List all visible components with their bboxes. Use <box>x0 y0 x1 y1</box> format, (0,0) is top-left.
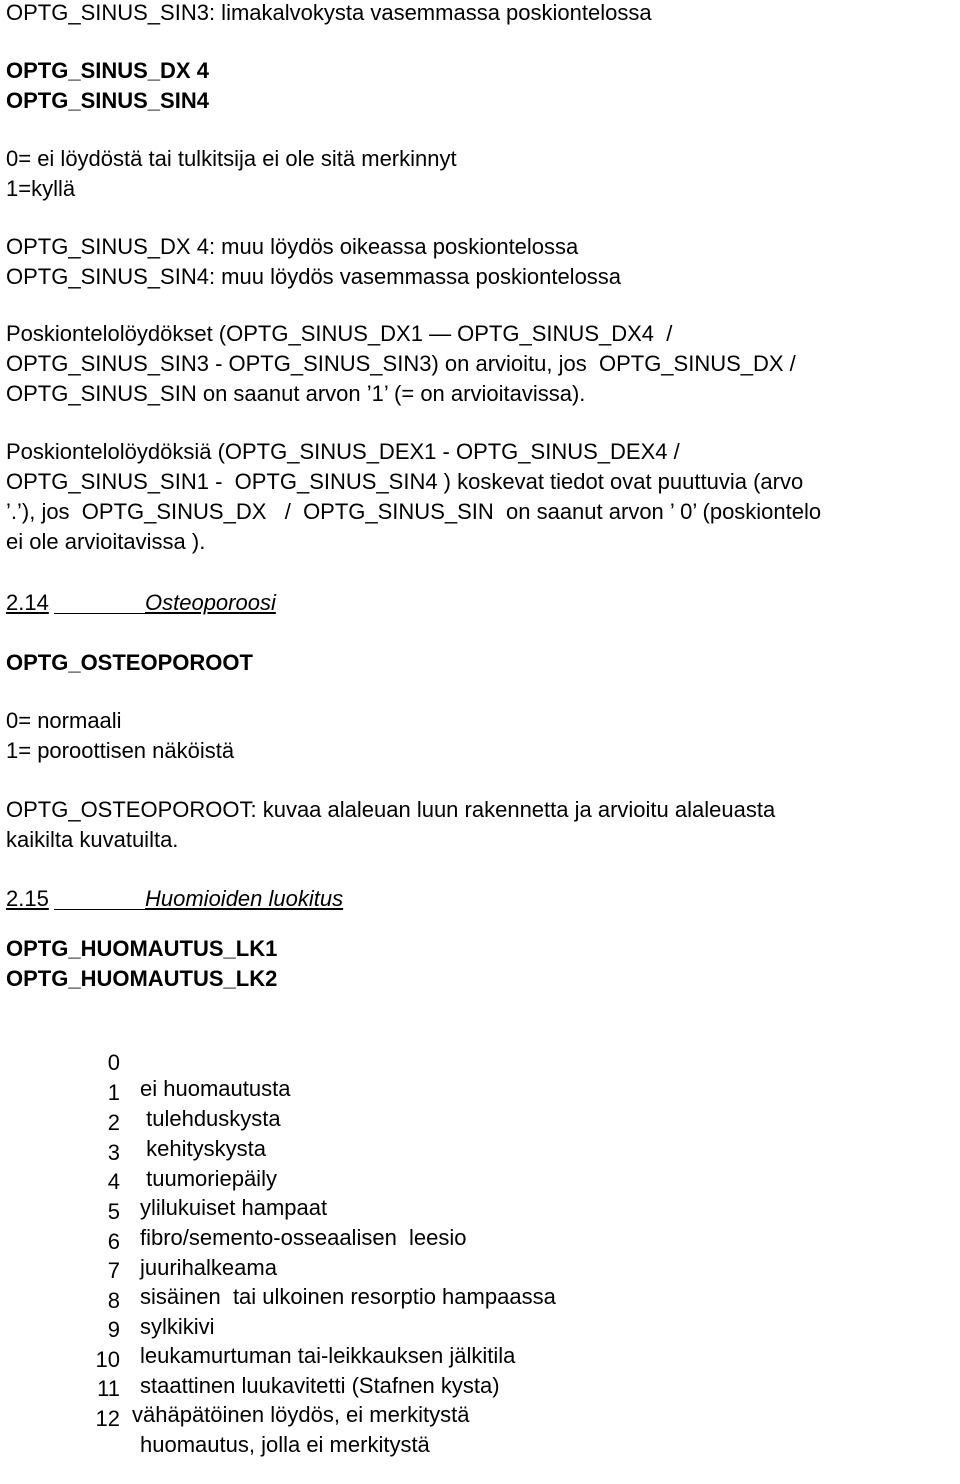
code-label: tuumoriepäily <box>140 1166 277 1191</box>
evaluation-rule-line-2: OPTG_SINUS_SIN3 - OPTG_SINUS_SIN3) on arvioitu, jos OPTG_SINUS_DX / <box>6 351 796 376</box>
section-underline-2-15 <box>54 909 145 910</box>
value-0-definition: 0= ei löydöstä tai tulkitsija ei ole sitä merkinnyt <box>6 146 457 171</box>
code-label: vähäpätöinen löydös, ei merkitystä <box>132 1402 470 1427</box>
missing-rule-line-1: Poskiontelolöydöksiä (OPTG_SINUS_DEX1 - OPTG_SINUS_DEX4 / <box>6 439 680 464</box>
variable-name-huomautus-lk1: OPTG_HUOMAUTUS_LK1 <box>6 936 278 961</box>
variable-name-sinus-sin4: OPTG_SINUS_SIN4 <box>6 88 209 113</box>
osteoporoot-description-line-2: kaikilta kuvatuilta. <box>6 827 179 852</box>
osteoporoot-description-line-1: OPTG_OSTEOPOROOT: kuvaa alaleuan luun rakennetta ja arvioitu alaleuasta <box>6 797 776 822</box>
code-label: ei huomautusta <box>140 1076 291 1101</box>
code-label: huomautus, jolla ei merkitystä <box>140 1432 430 1457</box>
code-number: 2 <box>107 1110 120 1135</box>
code-number: 11 <box>97 1376 120 1401</box>
code-label: tulehduskysta <box>140 1106 281 1131</box>
evaluation-rule-line-1: Poskiontelolöydökset (OPTG_SINUS_DX1 — OPTG_SINUS_DX4 / <box>6 321 673 346</box>
section-title-huomioiden-luokitus: Huomioiden luokitus <box>145 886 344 911</box>
code-label: sisäinen tai ulkoinen resorptio hampaassa <box>140 1284 556 1309</box>
section-underline-2-14 <box>54 613 145 614</box>
sinus-sin4-description: OPTG_SINUS_SIN4: muu löydös vasemmassa poskiontelossa <box>6 264 622 289</box>
code-label: sylkikivi <box>140 1314 215 1339</box>
code-number: 5 <box>107 1199 120 1224</box>
code-label: ylilukuiset hampaat <box>140 1195 328 1220</box>
evaluation-rule-line-3: OPTG_SINUS_SIN on saanut arvon ’1’ (= on arvioitavissa). <box>6 381 586 406</box>
variable-name-huomautus-lk2: OPTG_HUOMAUTUS_LK2 <box>6 966 278 991</box>
code-number: 4 <box>107 1169 120 1194</box>
code-number: 0 <box>107 1050 120 1075</box>
missing-rule-line-3: ’.’), jos OPTG_SINUS_DX / OPTG_SINUS_SIN on saanut arvon ’ 0’ (poskiontelo <box>6 499 822 524</box>
code-number: 6 <box>107 1229 120 1254</box>
sinus-dx4-description: OPTG_SINUS_DX 4: muu löydös oikeassa poskiontelossa <box>6 234 579 259</box>
section-number-2-15: 2.15 <box>6 886 49 911</box>
code-number: 10 <box>95 1347 120 1372</box>
variable-name-osteoporoot: OPTG_OSTEOPOROOT <box>6 650 253 675</box>
osteoporoot-value-1: 1= poroottisen näköistä <box>6 738 235 763</box>
code-number: 8 <box>107 1288 120 1313</box>
code-label: juurihalkeama <box>140 1255 277 1280</box>
variable-name-sinus-dx4: OPTG_SINUS_DX 4 <box>6 58 209 83</box>
osteoporoot-value-0: 0= normaali <box>6 708 122 733</box>
sinus-sin3-description: OPTG_SINUS_SIN3: limakalvokysta vasemmassa poskiontelossa <box>6 0 652 25</box>
code-number: 9 <box>107 1317 120 1342</box>
code-number: 12 <box>95 1406 120 1431</box>
section-number-2-14: 2.14 <box>6 590 49 615</box>
code-number: 3 <box>107 1140 120 1165</box>
code-label: fibro/semento-osseaalisen leesio <box>140 1225 467 1250</box>
section-title-osteoporoosi: Osteoporoosi <box>145 590 276 615</box>
code-number: 1 <box>107 1080 120 1105</box>
code-label: leukamurtuman tai-leikkauksen jälkitila <box>140 1343 516 1368</box>
missing-rule-line-2: OPTG_SINUS_SIN1 - OPTG_SINUS_SIN4 ) koskevat tiedot ovat puuttuvia (arvo <box>6 469 804 494</box>
value-1-definition: 1=kyllä <box>6 176 76 201</box>
missing-rule-line-4: ei ole arvioitavissa ). <box>6 529 206 554</box>
code-label: staattinen luukavitetti (Stafnen kysta) <box>140 1373 500 1398</box>
code-number: 7 <box>107 1258 120 1283</box>
code-label: kehityskysta <box>140 1136 266 1161</box>
